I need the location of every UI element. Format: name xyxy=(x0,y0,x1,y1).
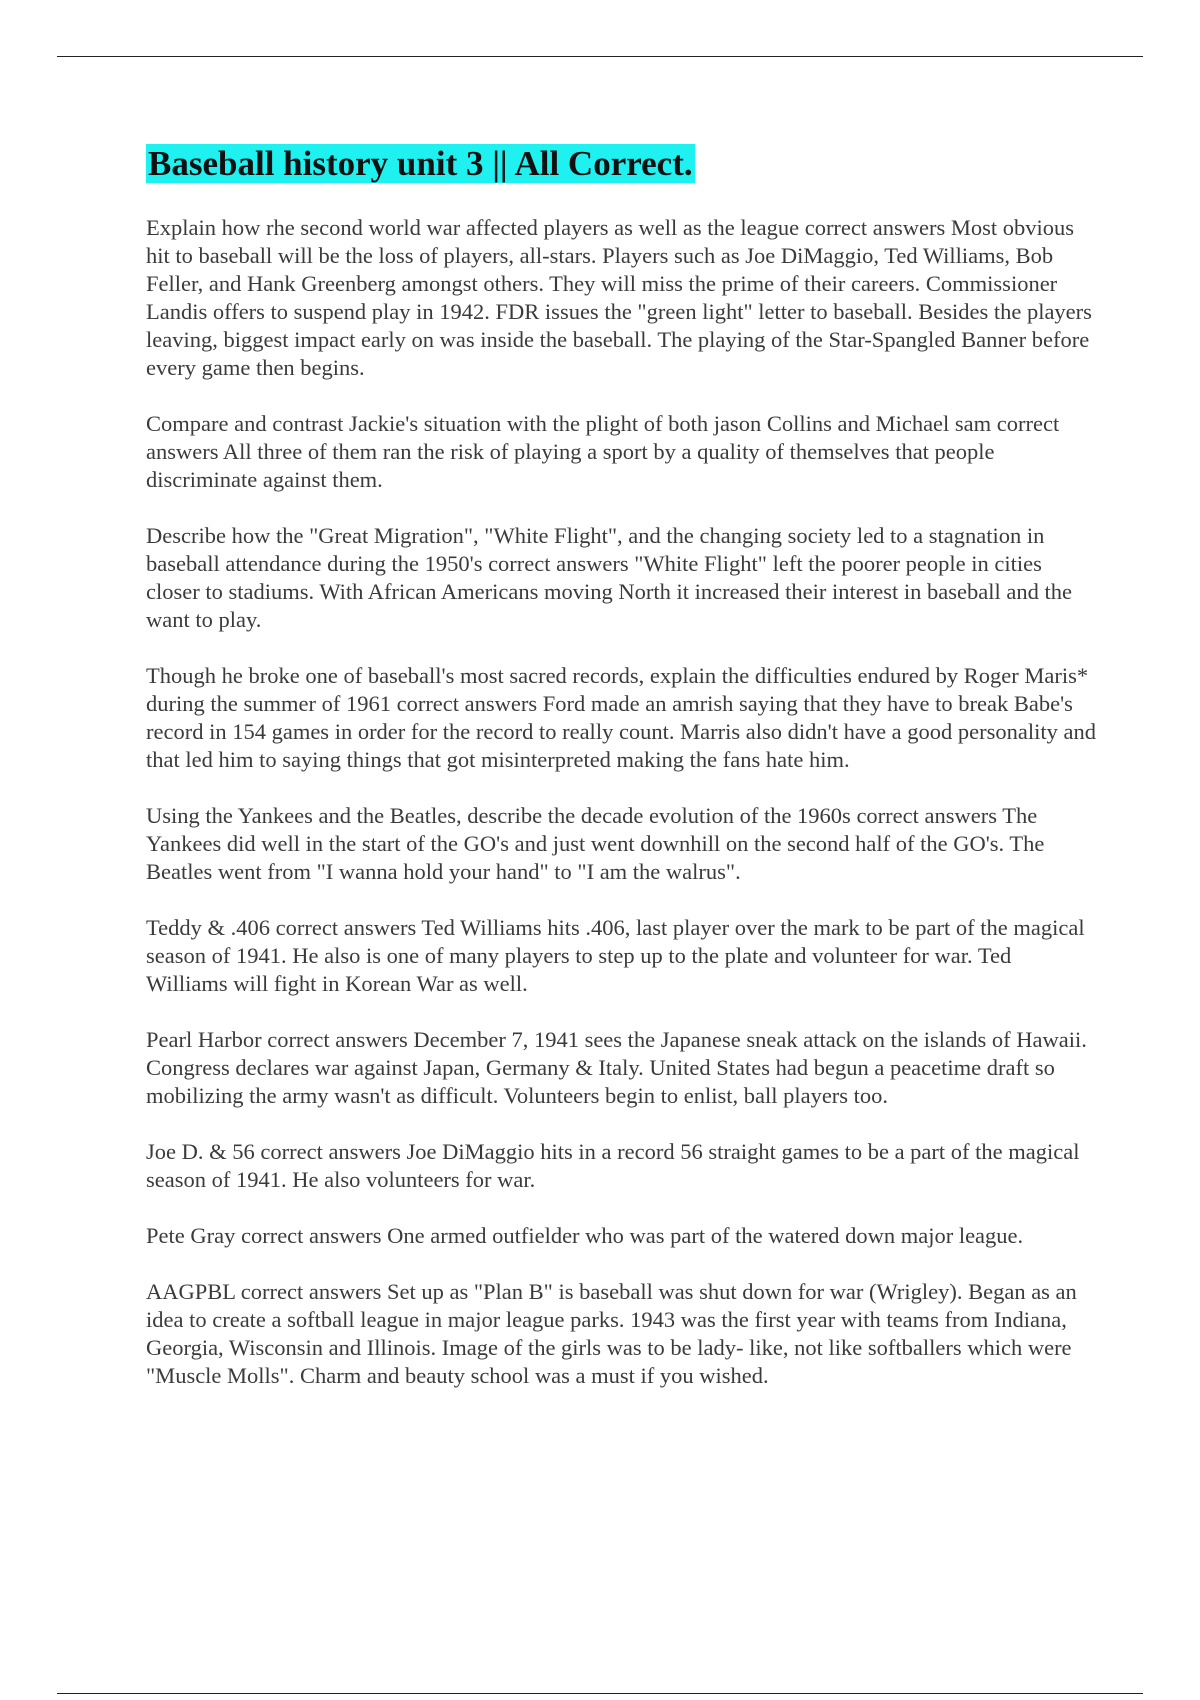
paragraph-aagpbl: AAGPBL correct answers Set up as "Plan B" is baseball was shut down for war (Wrigley). Began as an idea to create a softball league in major league parks. 1943 was the first year with teams from Indiana, Georgia, Wisconsin and Illinois. Image of the girls was to be lady- like, not like softballers which were "Muscle Molls". Charm and beauty school was a must if you wished. xyxy=(146,1279,1077,1388)
paragraph-great-migration: Describe how the "Great Migration", "White Flight", and the changing society led to a stagnation in baseball attendance during the 1950's correct answers "White Flight" left the poorer people in cities closer to stadiums. With African Americans moving North it increased their interest in baseball and the want to play. xyxy=(146,523,1072,632)
paragraph-joe-d-56: Joe D. & 56 correct answers Joe DiMaggio hits in a record 56 straight games to be a part of the magical season of 1941. He also volunteers for war. xyxy=(146,1139,1080,1192)
paragraph-ww2-effects: Explain how rhe second world war affected players as well as the league correct answers Most obvious hit to baseball will be the loss of players, all-stars. Players such as Joe DiMaggio, Ted Williams, Bob Feller, and Hank Greenberg amongst others. They will miss the prime of their careers. Commissioner Landis offers to suspend play in 1942. FDR issues the "green light" letter to baseball. Besides the players leaving, biggest impact early on was inside the baseball. The playing of the Star-Spangled Banner before every game then begins. xyxy=(146,215,1092,380)
paragraph-pearl-harbor: Pearl Harbor correct answers December 7, 1941 sees the Japanese sneak attack on the islands of Hawaii. Congress declares war against Japan, Germany & Italy. United States had begun a peacetime draft so mobilizing the army wasn't as difficult. Volunteers begin to enlist, ball players too. xyxy=(146,1027,1087,1108)
paragraph-roger-maris: Though he broke one of baseball's most sacred records, explain the difficulties endured by Roger Maris* during the summer of 1961 correct answers Ford made an amrish saying that they have to break Babe's record in 154 games in order for the record to really count. Marris also didn't have a good personality and that led him to saying things that got misinterpreted making the fans hate him. xyxy=(146,663,1097,772)
title-highlight: Baseball history unit 3 || All Correct. xyxy=(148,144,693,183)
document-title xyxy=(146,142,1096,186)
paragraph-yankees-beatles: Using the Yankees and the Beatles, describe the decade evolution of the 1960s correct answers The Yankees did well in the start of the GO's and just went downhill on the second half of the GO's. The Beatles went from "I wanna hold your hand" to "I am the walrus". xyxy=(146,803,1045,884)
document-body xyxy=(146,142,1096,1418)
header-rule xyxy=(57,56,1143,57)
footer-rule xyxy=(57,1693,1143,1694)
paragraph-teddy-406: Teddy & .406 correct answers Ted Williams hits .406, last player over the mark to be part of the magical season of 1941. He also is one of many players to step up to the plate and volunteer for war. Ted Williams will fight in Korean War as well. xyxy=(146,915,1085,996)
paragraph-pete-gray: Pete Gray correct answers One armed outfielder who was part of the watered down major league. xyxy=(146,1223,1024,1248)
paragraph-jackie-comparison: Compare and contrast Jackie's situation with the plight of both jason Collins and Michael sam correct answers All three of them ran the risk of playing a sport by a quality of themselves that people discriminate against them. xyxy=(146,411,1060,492)
